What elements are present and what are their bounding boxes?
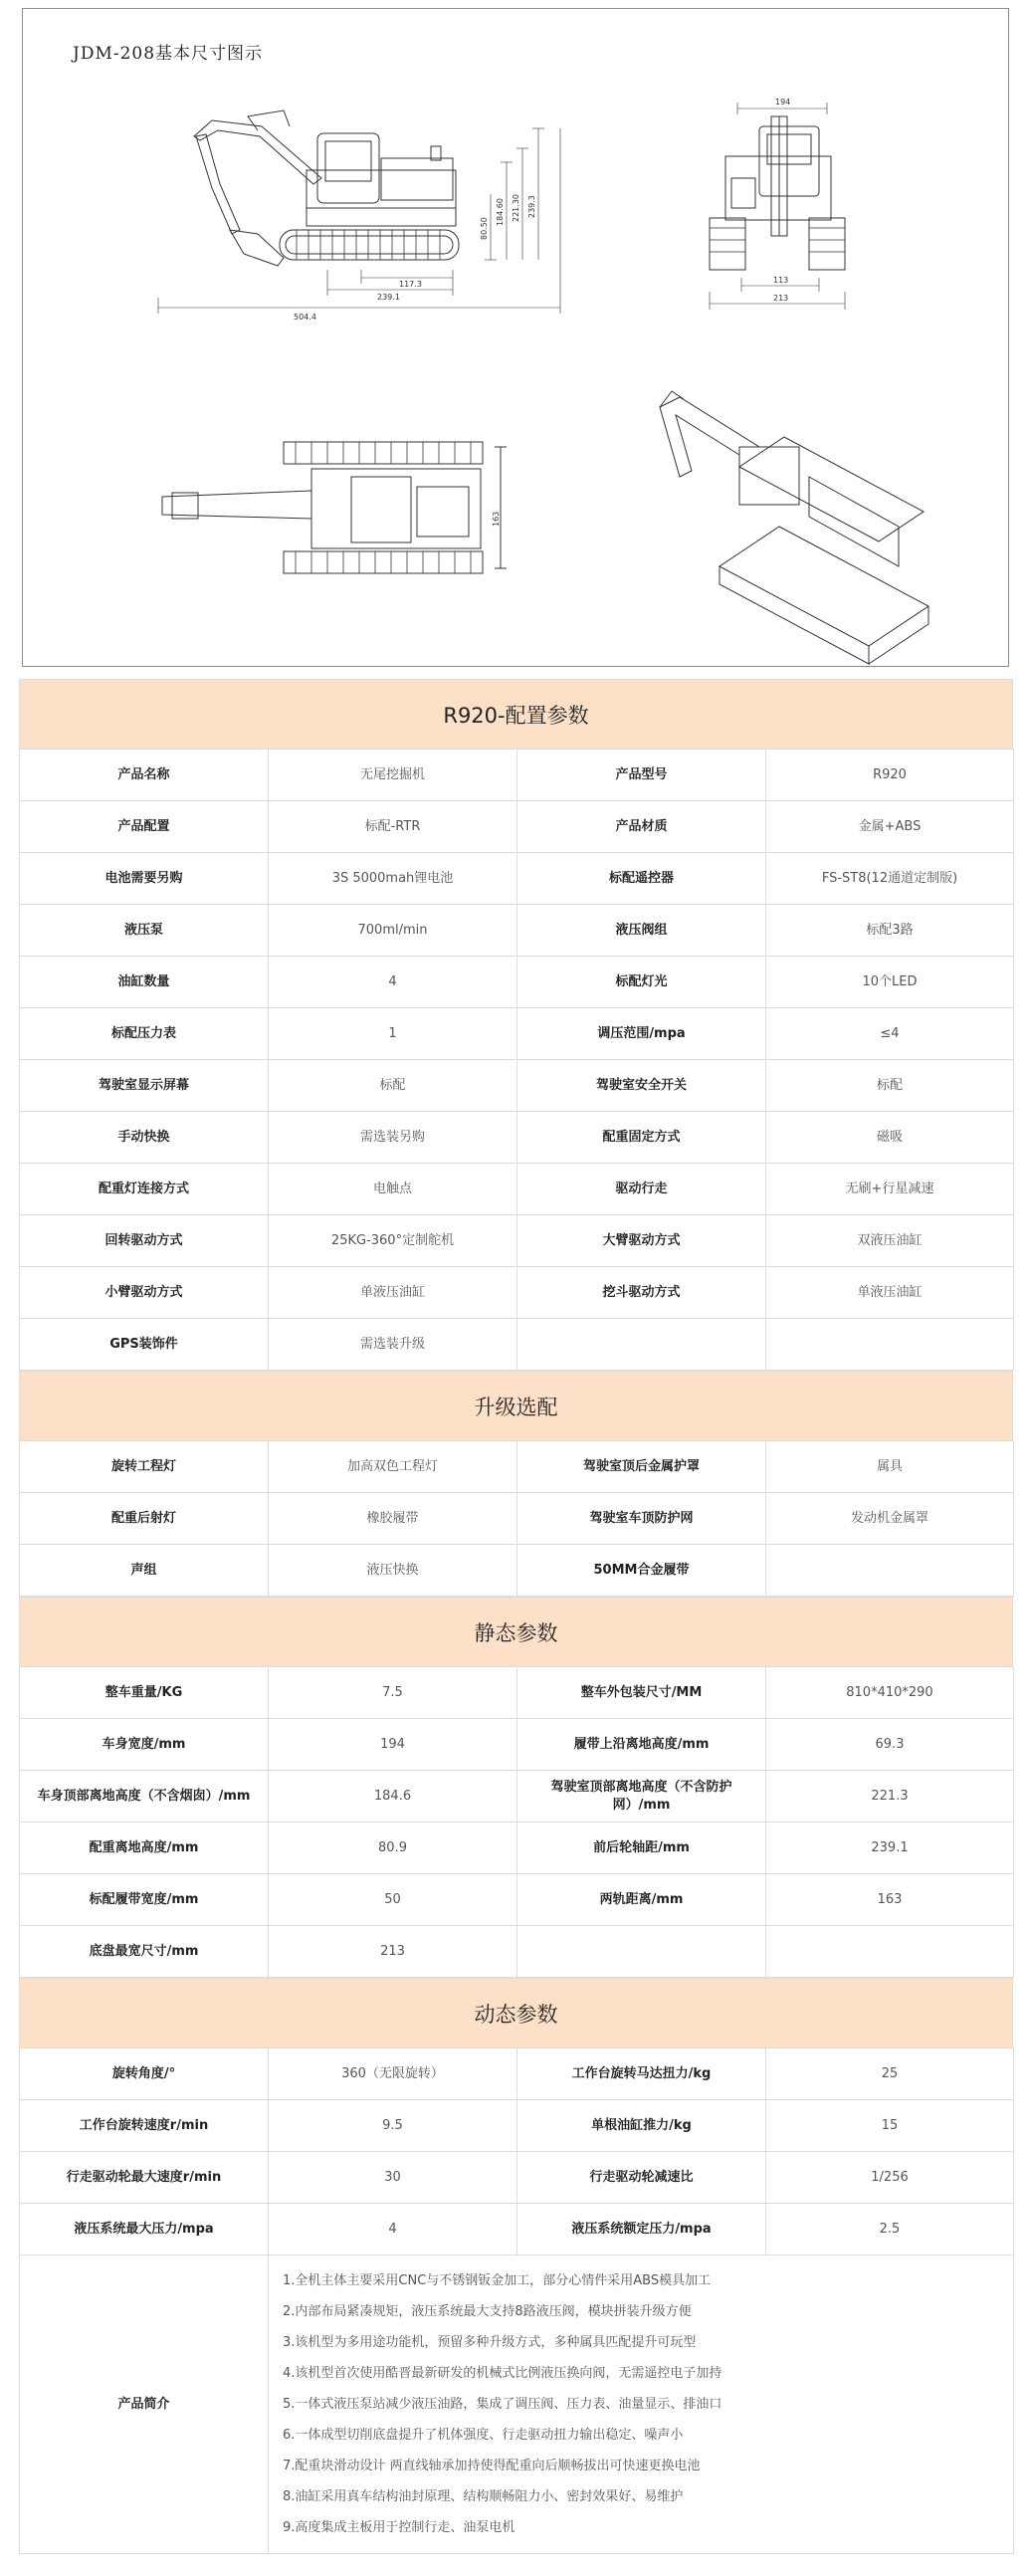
spec-value: 单液压油缸: [766, 1267, 1014, 1319]
table-row: [20, 1719, 1014, 1771]
spec-sheet: [19, 679, 1013, 2554]
spec-label: 油缸数量: [20, 957, 269, 1008]
intro-line: 2.内部布局紧凑规矩，液压系统最大支持8路液压阀，模块拼装升级方便: [283, 2304, 692, 2319]
spec-label: 单根油缸推力/kg: [517, 2100, 766, 2152]
spec-value: 需选装升级: [269, 1319, 517, 1371]
spec-value: 无尾挖掘机: [269, 750, 517, 801]
spec-value: 163: [766, 1874, 1014, 1926]
side-dim-239-3: 239.3: [527, 195, 536, 218]
spec-value: 25: [766, 2048, 1014, 2100]
front-dim-213: 213: [773, 294, 789, 303]
spec-label: 旋转工程灯: [20, 1441, 269, 1493]
spec-label: 产品配置: [20, 801, 269, 853]
table-row: [20, 2152, 1014, 2204]
spec-label: 驾驶室顶部离地高度（不含防护网）/mm: [517, 1771, 766, 1823]
spec-label: 工作台旋转速度r/min: [20, 2100, 269, 2152]
spec-label: 手动快换: [20, 1112, 269, 1164]
intro-line: 8.油缸采用真车结构油封原理、结构顺畅阻力小、密封效果好、易维护: [283, 2489, 684, 2504]
spec-value: [766, 1545, 1014, 1597]
table-row: [20, 853, 1014, 905]
spec-label: 驾驶室车顶防护网: [517, 1493, 766, 1545]
spec-value: 电触点: [269, 1164, 517, 1215]
spec-value: 发动机金属罩: [766, 1493, 1014, 1545]
static-table: [19, 1666, 1014, 1978]
spec-label: 行走驱动轮最大速度r/min: [20, 2152, 269, 2204]
intro-line: 3.该机型为多用途功能机，预留多种升级方式，多种属具匹配提升可玩型: [283, 2335, 697, 2350]
side-dim-239: 239.1: [377, 293, 400, 302]
spec-value: 184.6: [269, 1771, 517, 1823]
intro-line: 4.该机型首次使用酷晋最新研发的机械式比例液压换向阀，无需遥控电子加持: [283, 2366, 722, 2381]
table-row: [20, 2048, 1014, 2100]
spec-value: 30: [269, 2152, 517, 2204]
spec-value: 标配3路: [766, 905, 1014, 957]
table-row: [20, 1112, 1014, 1164]
table-row: [20, 1267, 1014, 1319]
spec-label: 配重后射灯: [20, 1493, 269, 1545]
table-row: [20, 1771, 1014, 1823]
spec-label: 配重固定方式: [517, 1112, 766, 1164]
spec-value: 液压快换: [269, 1545, 517, 1597]
spec-value: 213: [269, 1926, 517, 1978]
table-row: [20, 1441, 1014, 1493]
spec-value: 无刷+行星减速: [766, 1164, 1014, 1215]
table-row: [20, 2100, 1014, 2152]
table-row: [20, 1874, 1014, 1926]
spec-label: 工作台旋转马达扭力/kg: [517, 2048, 766, 2100]
table-row: [20, 1319, 1014, 1371]
spec-value: 需选装另购: [269, 1112, 517, 1164]
spec-label: 液压系统最大压力/mpa: [20, 2204, 269, 2255]
spec-label: 挖斗驱动方式: [517, 1267, 766, 1319]
spec-value: 橡胶履带: [269, 1493, 517, 1545]
table-row: [20, 1060, 1014, 1112]
table-row: [20, 1823, 1014, 1874]
spec-label: 液压泵: [20, 905, 269, 957]
spec-value: 221.3: [766, 1771, 1014, 1823]
spec-label: 产品材质: [517, 801, 766, 853]
spec-label: 履带上沿离地高度/mm: [517, 1719, 766, 1771]
table-row: [20, 957, 1014, 1008]
side-dim-221: 221.30: [512, 194, 520, 222]
spec-value: 25KG-360°定制舵机: [269, 1215, 517, 1267]
front-dim-113: 113: [773, 276, 789, 285]
spec-value: 单液压油缸: [269, 1267, 517, 1319]
table-row: [20, 1164, 1014, 1215]
intro-line: 7.配重块滑动设计 两直线轴承加持使得配重向后顺畅拔出可快速更换电池: [283, 2459, 701, 2473]
spec-label: 标配灯光: [517, 957, 766, 1008]
spec-label: 车身宽度/mm: [20, 1719, 269, 1771]
spec-value: ≤4: [766, 1008, 1014, 1060]
spec-label: 大臂驱动方式: [517, 1215, 766, 1267]
spec-value: 标配: [269, 1060, 517, 1112]
spec-label: 小臂驱动方式: [20, 1267, 269, 1319]
table-row: [20, 1215, 1014, 1267]
drawing-title: JDM-208基本尺寸图示: [73, 44, 264, 64]
spec-label: 两轨距离/mm: [517, 1874, 766, 1926]
spec-value: 239.1: [766, 1823, 1014, 1874]
spec-value: 双液压油缸: [766, 1215, 1014, 1267]
spec-value: [766, 1319, 1014, 1371]
dimension-drawing-panel: [22, 8, 1009, 667]
spec-label: 液压阀组: [517, 905, 766, 957]
top-dim-163: 163: [492, 511, 501, 527]
spec-value: 7.5: [269, 1667, 517, 1719]
spec-value: [766, 1926, 1014, 1978]
spec-value: 80.9: [269, 1823, 517, 1874]
upgrade-table: [19, 1440, 1014, 1597]
side-dim-80: 80.50: [480, 217, 489, 240]
spec-value: 加高双色工程灯: [269, 1441, 517, 1493]
intro-line: 9.高度集成主板用于控制行走、油泵电机: [283, 2520, 515, 2535]
spec-label: 50MM合金履带: [517, 1545, 766, 1597]
spec-value: 50: [269, 1874, 517, 1926]
spec-value: 1/256: [766, 2152, 1014, 2204]
spec-label: 产品名称: [20, 750, 269, 801]
front-dim-194: 194: [775, 98, 791, 107]
spec-value: 标配: [766, 1060, 1014, 1112]
spec-label: 整车重量/KG: [20, 1667, 269, 1719]
side-dim-504: 504.4: [294, 313, 316, 322]
spec-label: 标配压力表: [20, 1008, 269, 1060]
table-row: [20, 801, 1014, 853]
spec-label: 旋转角度/°: [20, 2048, 269, 2100]
spec-label: 声组: [20, 1545, 269, 1597]
excavator-line-drawings: [23, 9, 1010, 668]
spec-value: 4: [269, 2204, 517, 2255]
spec-value: 10个LED: [766, 957, 1014, 1008]
spec-value: R920: [766, 750, 1014, 801]
spec-value: 360（无限旋转）: [269, 2048, 517, 2100]
table-row: [20, 2204, 1014, 2255]
table-row: [20, 1008, 1014, 1060]
spec-value: 磁吸: [766, 1112, 1014, 1164]
section-header-static: 静态参数: [19, 1597, 1013, 1666]
spec-label: 底盘最宽尺寸/mm: [20, 1926, 269, 1978]
spec-value: 9.5: [269, 2100, 517, 2152]
spec-label: 电池需要另购: [20, 853, 269, 905]
intro-row: [20, 2255, 1014, 2554]
spec-value: 69.3: [766, 1719, 1014, 1771]
section-header-dynamic: 动态参数: [19, 1978, 1013, 2047]
spec-value: 3S 5000mah锂电池: [269, 853, 517, 905]
intro-line: 1.全机主体主要采用CNC与不锈钢钣金加工，部分心情件采用ABS模具加工: [283, 2273, 712, 2288]
spec-value: 标配-RTR: [269, 801, 517, 853]
spec-label: 驾驶室显示屏幕: [20, 1060, 269, 1112]
side-dim-117: 117.3: [399, 280, 422, 289]
table-row: [20, 905, 1014, 957]
spec-label: 行走驱动轮减速比: [517, 2152, 766, 2204]
spec-value: 15: [766, 2100, 1014, 2152]
spec-value: FS-ST8(12通道定制版): [766, 853, 1014, 905]
section-header-upgrade: 升级选配: [19, 1371, 1013, 1440]
table-row: [20, 1667, 1014, 1719]
config-table: [19, 749, 1014, 1371]
spec-label: 驾驶室安全开关: [517, 1060, 766, 1112]
spec-value: 4: [269, 957, 517, 1008]
dynamic-table: [19, 2047, 1014, 2554]
spec-value: 金属+ABS: [766, 801, 1014, 853]
intro-text: [269, 2255, 1014, 2554]
spec-label: 驾驶室顶后金属护罩: [517, 1441, 766, 1493]
table-row: [20, 1493, 1014, 1545]
spec-label: 回转驱动方式: [20, 1215, 269, 1267]
spec-label: 前后轮轴距/mm: [517, 1823, 766, 1874]
spec-label: 调压范围/mpa: [517, 1008, 766, 1060]
spec-label: 车身顶部离地高度（不含烟囱）/mm: [20, 1771, 269, 1823]
spec-value: 194: [269, 1719, 517, 1771]
spec-label: 液压系统额定压力/mpa: [517, 2204, 766, 2255]
spec-value: 2.5: [766, 2204, 1014, 2255]
spec-value: 700ml/min: [269, 905, 517, 957]
spec-label: 配重灯连接方式: [20, 1164, 269, 1215]
spec-value: 1: [269, 1008, 517, 1060]
spec-label: GPS装饰件: [20, 1319, 269, 1371]
spec-label: 配重离地高度/mm: [20, 1823, 269, 1874]
spec-label: 标配履带宽度/mm: [20, 1874, 269, 1926]
spec-value: 810*410*290: [766, 1667, 1014, 1719]
table-row: [20, 750, 1014, 801]
intro-line: 5.一体式液压泵站减少液压油路，集成了调压阀、压力表、油量显示、排油口: [283, 2397, 722, 2412]
spec-label: 产品型号: [517, 750, 766, 801]
section-header-config: R920-配置参数: [19, 679, 1013, 749]
intro-label: 产品简介: [20, 2255, 269, 2554]
spec-label: 整车外包装尺寸/MM: [517, 1667, 766, 1719]
top-view-drawing: [162, 442, 507, 573]
table-row: [20, 1926, 1014, 1978]
spec-label: [517, 1926, 766, 1978]
isometric-view-drawing: [660, 391, 928, 664]
spec-label: 标配遥控器: [517, 853, 766, 905]
spec-label: 驱动行走: [517, 1164, 766, 1215]
intro-line: 6.一体成型切削底盘提升了机体强度、行走驱动扭力输出稳定、噪声小: [283, 2428, 684, 2443]
side-dim-184: 184.60: [496, 198, 505, 226]
spec-value: 属具: [766, 1441, 1014, 1493]
table-row: [20, 1545, 1014, 1597]
spec-label: [517, 1319, 766, 1371]
